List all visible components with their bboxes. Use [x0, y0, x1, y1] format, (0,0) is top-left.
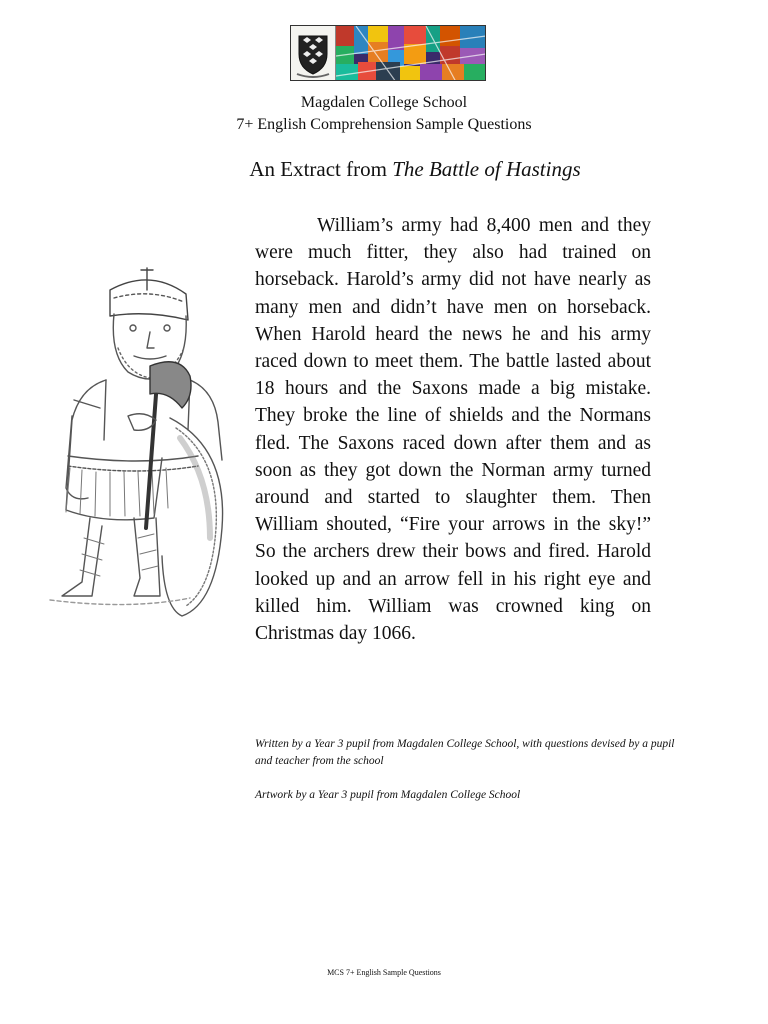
saxon-warrior-drawing: [10, 248, 242, 618]
passage-text: William’s army had 8,400 men and they were much fitter, they also had trained on horseback. Harold’s army did not have nearly as many men and didn’t have men on horseback. When Harold heard the news he and his army raced down to meet them. The battle lasted about 18 hours and the Saxons made a big mistake. They broke the line of shields and the Normans fled. The Saxons raced down after them and as soon as they got down the Norman army turned around and started to slaughter them. Then William shouted, “Fire your arrows in the sky!” So the archers drew their bows and fired. Harold looked up and an arrow fell in his right eye and killed him. William was crowned king on Christmas day 1066.: [255, 215, 651, 645]
book-title: The Battle of Hastings: [392, 157, 581, 181]
school-crest-logo: [291, 26, 336, 80]
extract-title: [0, 157, 768, 182]
extract-title-prefix: An Extract from: [249, 157, 393, 181]
school-banner: [290, 25, 486, 81]
passage: [255, 212, 651, 647]
writing-credit: Written by a Year 3 pupil from Magdalen College School, with questions devised by a pupil and teacher from the school: [255, 738, 675, 767]
page-footer: MCS 7+ English Sample Questions: [327, 968, 441, 977]
school-name: Magdalen College School: [300, 94, 468, 111]
document-subtitle: 7+ English Comprehension Sample Questions: [236, 116, 532, 133]
stained-glass-artwork: [336, 26, 486, 80]
artwork-credit: Artwork by a Year 3 pupil from Magdalen College School: [255, 789, 521, 801]
